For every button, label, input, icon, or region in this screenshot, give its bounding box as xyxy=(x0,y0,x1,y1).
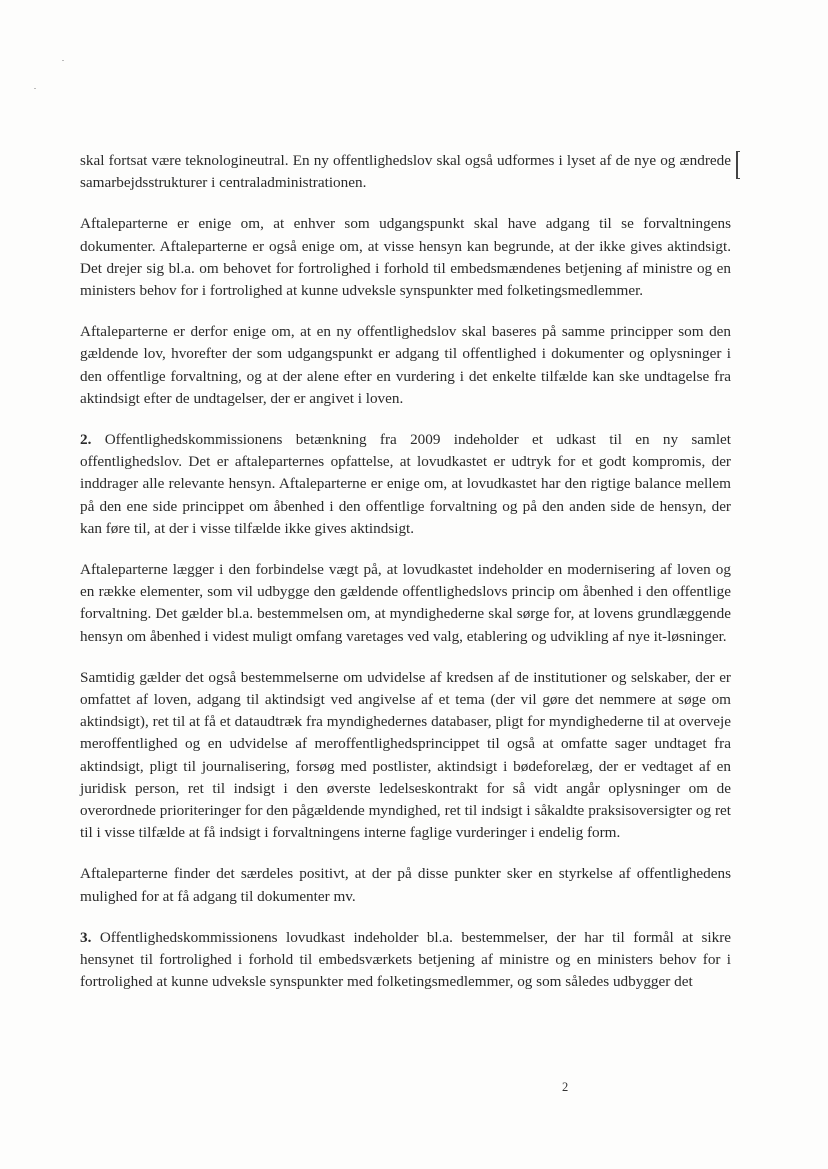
paragraph xyxy=(80,559,731,648)
scan-speck xyxy=(34,88,36,89)
paragraph-text: Samtidig gælder det også bestemmelserne om udvidelse af kredsen af de institutioner og selskaber, der er omfattet af loven, adgang til aktindsigt ved angivelse af et tema (der vil gøre det nemmere at søge om aktindsigt), ret til at få et dataudtræk fra myndighedernes databaser, pligt for myndighederne til at overveje meroffentlighed og en udvidelse af meroffentlighedsprincippet til også at omfatte sager undtaget fra aktindsigt, pligt til journalisering, forsøg med postlister, aktindsigt i bødeforelæg, der er vedtaget af en juridisk person, ret til indsigt i den øverste ledelseskontrakt for så vidt angår oplysninger om de overordnede prioriteringer for den pågældende myndighed, ret til indsigt i såkaldte praksisoversigter og ret til i visse tilfælde at få indsigt i forvaltningens interne faglige vurderinger i endelig form. xyxy=(80,668,731,842)
body-text xyxy=(80,150,731,1013)
paragraph xyxy=(80,150,731,194)
paragraph-text: Aftaleparterne er enige om, at enhver som udgangspunkt skal have adgang til se forvaltningens dokumenter. Aftaleparterne er også enige om, at visse hensyn kan begrunde, at der ikke gives aktindsigt. Det drejer sig bl.a. om behovet for fortrolighed i forhold til embedsmændenes betjening af ministre og en ministers behov for i fortrolighed at kunne udveksle synspunkter med folketingsmedlemmer. xyxy=(80,215,731,300)
margin-change-bar xyxy=(736,151,740,179)
paragraph-text: skal fortsat være teknologineutral. En ny offentlighedslov skal også udformes i lyset af de nye og ændrede samarbejdsstrukturer i centraladministrationen. xyxy=(80,152,731,192)
paragraph-text: Offentlighedskommissionens lovudkast indeholder bl.a. bestemmelser, der har til formål at sikre hensynet til fortrolighed i forhold til embedsværkets betjening af ministre og en ministers behov for i fortrolighed at kunne udveksle synspunkter med folketingsmedlemmer, og som således udbygger det xyxy=(80,928,731,991)
scan-speck xyxy=(62,60,64,61)
paragraph xyxy=(80,667,731,845)
paragraph-text: Offentlighedskommissionens betænkning fra 2009 indeholder et udkast til en ny samlet offentlighedslov. Det er aftaleparternes opfattelse, at lovudkastet er udtryk for et godt kompromis, der inddrager alle relevante hensyn. Aftaleparterne er enige om, at lovudkastet har den rigtige balance mellem på den ene side princippet om åbenhed i den offentlige forvaltning og på den anden side de hensyn, der kan føre til, at der i visse tilfælde ikke gives aktindsigt. xyxy=(80,431,732,537)
paragraph-text: Aftaleparterne lægger i den forbindelse vægt på, at lovudkastet indeholder en modernisering af loven og en række elementer, som vil udbygge den gældende offentlighedslovs princip om åbenhed i den offentlige forvaltning. Det gælder bl.a. bestemmelsen om, at myndighederne skal sørge for, at lovens grundlæggende hensyn om åbenhed i videst muligt omfang varetages ved valg, etablering og udvikling af nye it-løsninger. xyxy=(80,561,731,645)
section-number: 2. xyxy=(80,431,92,449)
paragraph xyxy=(80,429,731,540)
paragraph-text: Aftaleparterne er derfor enige om, at en ny offentlighedslov skal baseres på samme principper som den gældende lov, hvorefter der som udgangspunkt er adgang til offentlighed i dokumenter og oplysninger i den offentlige forvaltning, og at der alene efter en vurdering i det enkelte tilfælde kan ske undtagelse fra aktindsigt efter de undtagelser, der er angivet i loven. xyxy=(80,323,731,407)
paragraph xyxy=(80,321,731,410)
paragraph xyxy=(80,213,731,302)
paragraph xyxy=(80,927,731,994)
paragraph-text: Aftaleparterne finder det særdeles positivt, at der på disse punkter sker en styrkelse af offentlighedens mulighed for at få adgang til dokumenter mv. xyxy=(80,865,731,905)
page-number: 2 xyxy=(562,1080,569,1094)
section-number: 3. xyxy=(80,928,92,946)
paragraph xyxy=(80,863,731,907)
